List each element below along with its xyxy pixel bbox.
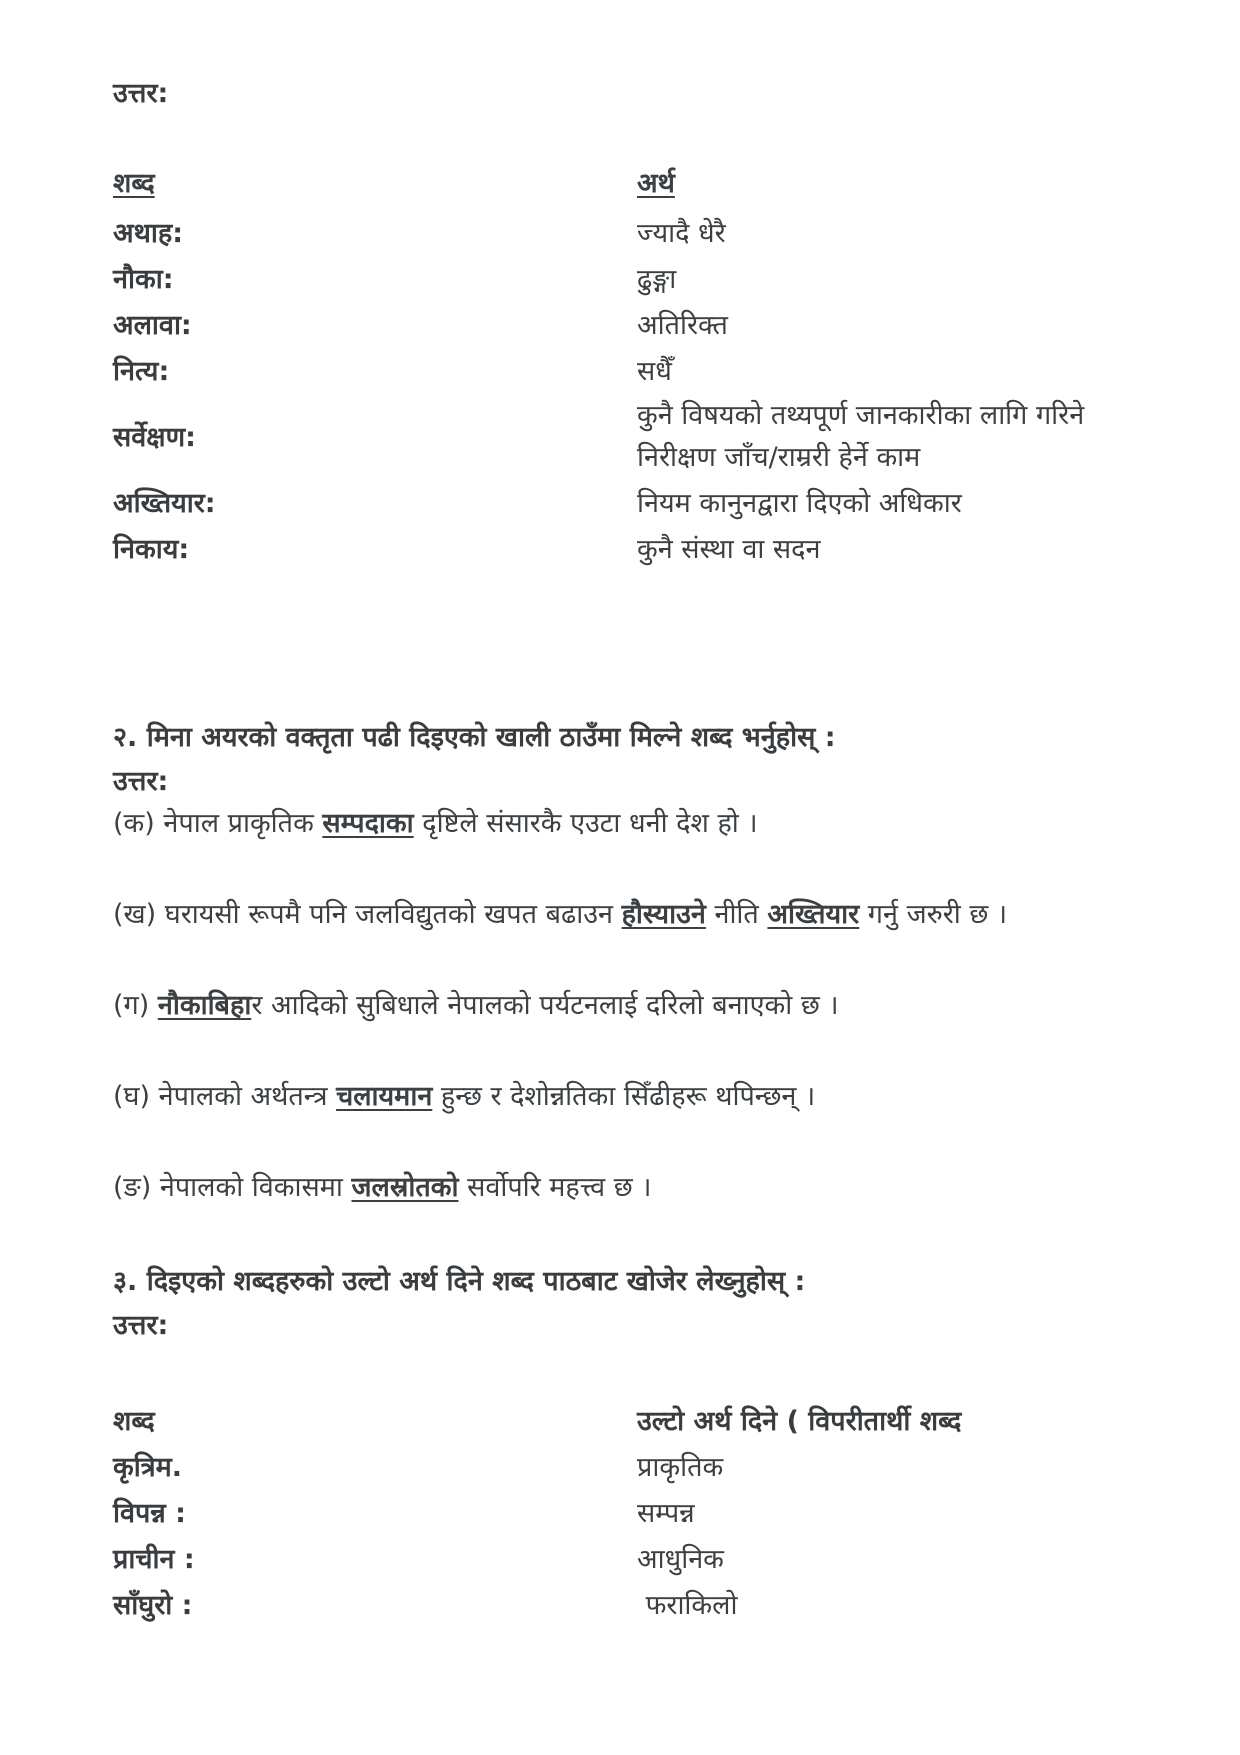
vocab-word: अख्तियार: <box>113 488 216 519</box>
antonym-word: प्राचीन : <box>113 1544 195 1575</box>
fill-answer: सम्पदाका <box>322 808 414 839</box>
vocab-word: नित्य: <box>113 356 170 387</box>
answer-label-3: उत्तर: <box>113 1310 169 1341</box>
col-header-word-3: शब्द <box>113 1406 155 1437</box>
antonym-word: कृत्रिम. <box>113 1452 183 1483</box>
question-2: २. मिना अयरको वक्तृता पढी दिइएको खाली ठाउँमा मिल्ने शब्द भर्नुहोस् : <box>113 722 836 753</box>
question-3: ३. दिइएको शब्दहरुको उल्टो अर्थ दिने शब्द पाठबाट खोजेर लेख्नुहोस् : <box>113 1266 806 1297</box>
antonym-opposite: प्राकृतिक <box>637 1452 724 1483</box>
fill-answer: नौकाबिहा <box>157 990 252 1021</box>
vocab-meaning: अतिरिक्त <box>637 310 728 341</box>
fill-text: (ग) <box>113 990 158 1021</box>
col-header-meaning: अर्थ <box>637 168 675 199</box>
answer-label-2: उत्तर: <box>113 766 169 797</box>
fill-text: गर्नु जरुरी छ । <box>859 899 1008 930</box>
antonym-opposite: सम्पन्न <box>637 1498 695 1529</box>
fill-answer: जलस्रोतको <box>351 1172 459 1203</box>
vocab-word: अथाह: <box>113 218 184 249</box>
fill-item-nga <box>113 1170 652 1206</box>
vocab-word: सर्वेक्षण: <box>113 422 196 453</box>
col-header-opposite: उल्टो अर्थ दिने ( विपरीतार्थी शब्द <box>637 1406 962 1437</box>
vocab-meaning: ढुङ्गा <box>637 264 677 295</box>
fill-item-ga <box>113 988 839 1024</box>
fill-text: सर्वोपरि महत्त्व छ । <box>458 1172 652 1203</box>
fill-item-kha <box>113 897 1007 933</box>
antonym-opposite: फराकिलो <box>637 1590 738 1621</box>
fill-text: (क) नेपाल प्राकृतिक <box>113 808 323 839</box>
vocab-meaning: नियम कानुनद्वारा दिएको अधिकार <box>637 488 962 519</box>
fill-answer: चलायमान <box>336 1081 433 1112</box>
fill-text: (घ) नेपालको अर्थतन्त्र <box>113 1081 337 1112</box>
fill-text: (ख) घरायसी रूपमै पनि जलविद्युतको खपत बढाउन <box>113 899 622 930</box>
fill-answer: अख्तियार <box>767 899 860 930</box>
vocab-meaning-line2: निरीक्षण जाँच/राम्ररी हेर्ने काम <box>637 442 921 473</box>
vocab-meaning-line1: कुनै विषयको तथ्यपूर्ण जानकारीका लागि गरिने <box>637 400 1085 431</box>
vocab-meaning: सधैँ <box>637 356 672 387</box>
fill-answer: हौस्याउने <box>621 899 706 930</box>
fill-text: नीति <box>705 899 768 930</box>
fill-text: दृष्टिले संसारकै एउटा धनी देश हो । <box>413 808 758 839</box>
vocab-word: नौका: <box>113 264 174 295</box>
vocab-meaning: ज्यादै धेरै <box>637 218 726 249</box>
vocab-word: निकाय: <box>113 534 190 565</box>
antonym-word: साँघुरो : <box>113 1590 193 1621</box>
vocab-meaning: कुनै संस्था वा सदन <box>637 534 821 565</box>
answer-label-1: उत्तर: <box>113 78 169 109</box>
vocab-word: अलावा: <box>113 310 192 341</box>
fill-item-ka <box>113 806 758 842</box>
antonym-opposite: आधुनिक <box>637 1544 724 1575</box>
fill-text: र आदिको सुबिधाले नेपालको पर्यटनलाई दरिलो बनाएको छ । <box>251 990 839 1021</box>
fill-text: हुन्छ र देशोन्नतिका सिँढीहरू थपिन्छन् । <box>432 1081 816 1112</box>
col-header-word: शब्द <box>113 168 155 199</box>
antonym-word: विपन्न : <box>113 1498 186 1529</box>
fill-item-gha <box>113 1079 815 1115</box>
fill-text: (ङ) नेपालको विकासमा <box>113 1172 352 1203</box>
